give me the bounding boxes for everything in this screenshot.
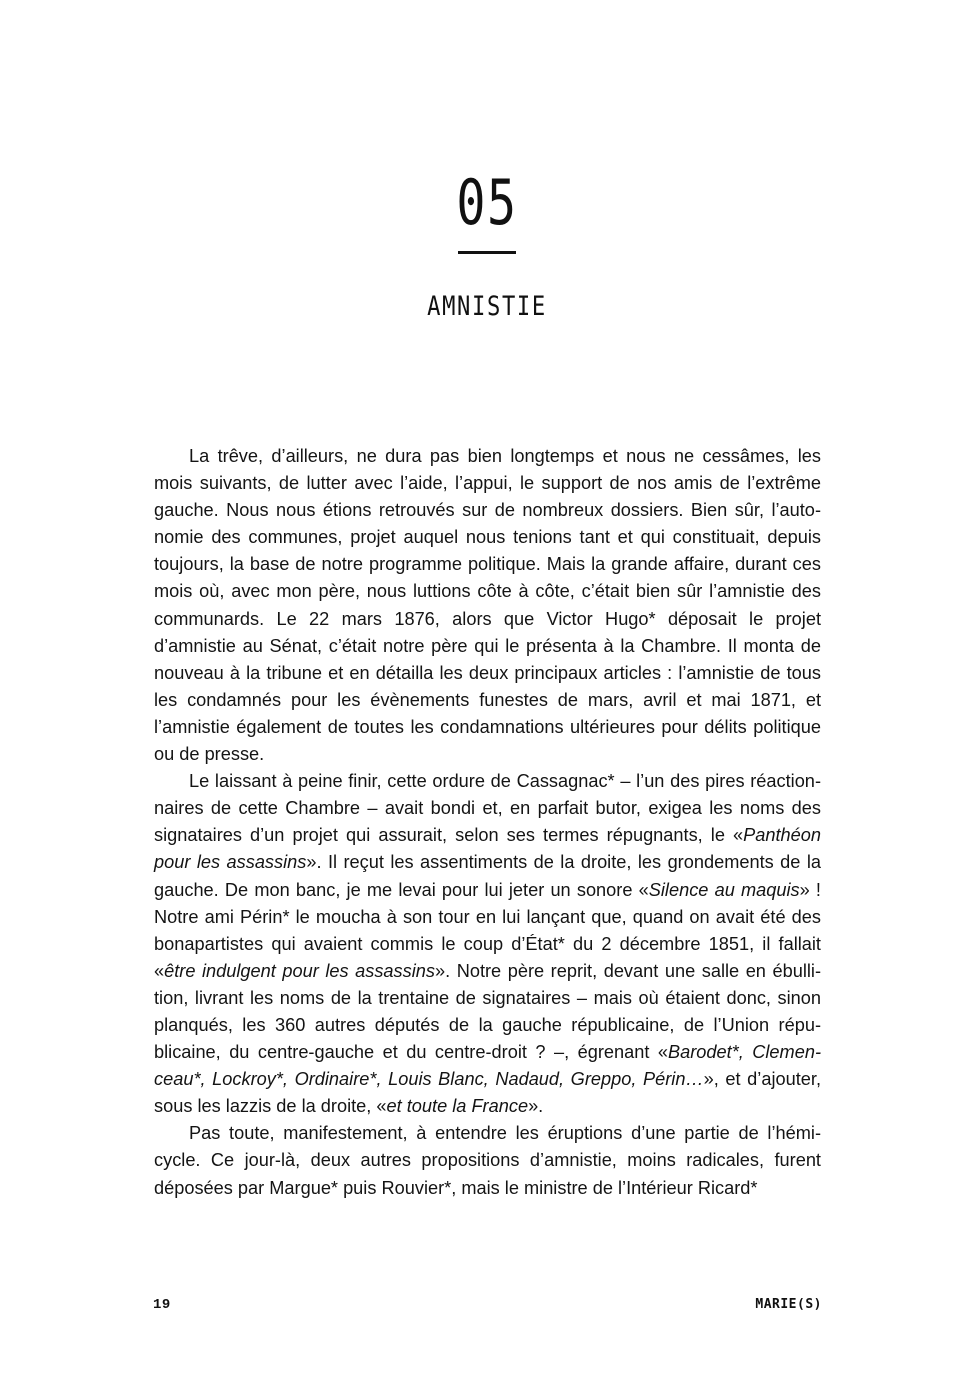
running-book-title: MARIE(S): [755, 1297, 822, 1312]
chapter-divider: [458, 251, 516, 254]
chapter-title: AMNISTIE: [427, 291, 547, 322]
italic-quote: Silence au maquis: [648, 879, 800, 900]
paragraph: [154, 768, 821, 1120]
page-number: 19: [153, 1297, 171, 1313]
italic-quote: et toute la France: [386, 1096, 529, 1117]
text-run: ».: [528, 1096, 544, 1117]
italic-quote: être indulgent pour les assassins: [164, 960, 435, 981]
text-run: Pas toute, manifestement, à entendre les éruptions d’une partie de l’hémicycle. Ce jour-là, deux autres propositions d’amnistie, moins radicales, furent déposées par Margue* puis Rouvier*, mais le ministre de l’Intérieur Ricard*: [154, 1123, 821, 1198]
italic-quote: Panthéon pour les assassins: [154, 825, 821, 873]
paragraph: [154, 1120, 821, 1201]
body-text: [154, 443, 821, 1202]
paragraph: [154, 443, 821, 768]
text-run: », et d’ajouter, sous les lazzis de la droite, «: [154, 1069, 822, 1117]
text-run: » ! Notre ami Périn* le moucha à son tour en lui lançant que, quand on avait été des bonapartistes qui avaient commis le coup d’État* du 2 décembre 1851, il fallait «: [154, 879, 821, 981]
text-run: ». Il reçut les assentiments de la droite, les grondements de la gauche. De mon banc, je me levai pour lui jeter un sonore «: [154, 852, 821, 900]
chapter-number: 05: [456, 166, 518, 239]
text-run: Le laissant à peine finir, cette ordure de Cassagnac* – l’un des pires réactionnaires de cette Chambre – avait bondi et, en parfait butor, exigea les noms des signataires d’un projet qui assurait, selon ses termes répugnants, le «: [154, 771, 821, 846]
italic-quote: Barodet*, Clemenceau*, Lockroy*, Ordinaire*, Louis Blanc, Nadaud, Greppo, Périn…: [154, 1042, 821, 1090]
text-run: La trêve, d’ailleurs, ne dura pas bien longtemps et nous ne cessâmes, les mois suivants, de lutter avec l’aide, l’appui, le support de nos amis de l’extrême gauche. Nous nous étions retrouvés sur de nombreux dossiers. Bien sûr, l’autonomie des communes, projet auquel nous tenions tant et qui constituait, depuis toujours, la base de notre programme politique. Mais la grande affaire, durant ces mois où, avec mon père, nous luttions côte à côte, c’était bien sûr l’amnistie des communards. Le 22 mars 1876, alors que Victor Hugo* déposait le projet d’amnistie au Sénat, c’était notre père qui le présenta à la Chambre. Il monta de nouveau à la tribune et en détailla les deux principaux articles : l’amnistie de tous les condamnés pour les évènements funestes de mars, avril et mai 1871, et l’amnistie également de toutes les condamnations ultérieures pour délits politique ou de presse.: [154, 446, 821, 765]
text-run: ». Notre père reprit, devant une salle en ébullition, livrant les noms de la trentaine de signataires – mais où étaient donc, sinon planqués, les 360 autres députés de la gauche républicaine, de l’Union républicaine, du centre-gauche et du centre-droit ? –, égrenant «: [154, 960, 821, 1063]
